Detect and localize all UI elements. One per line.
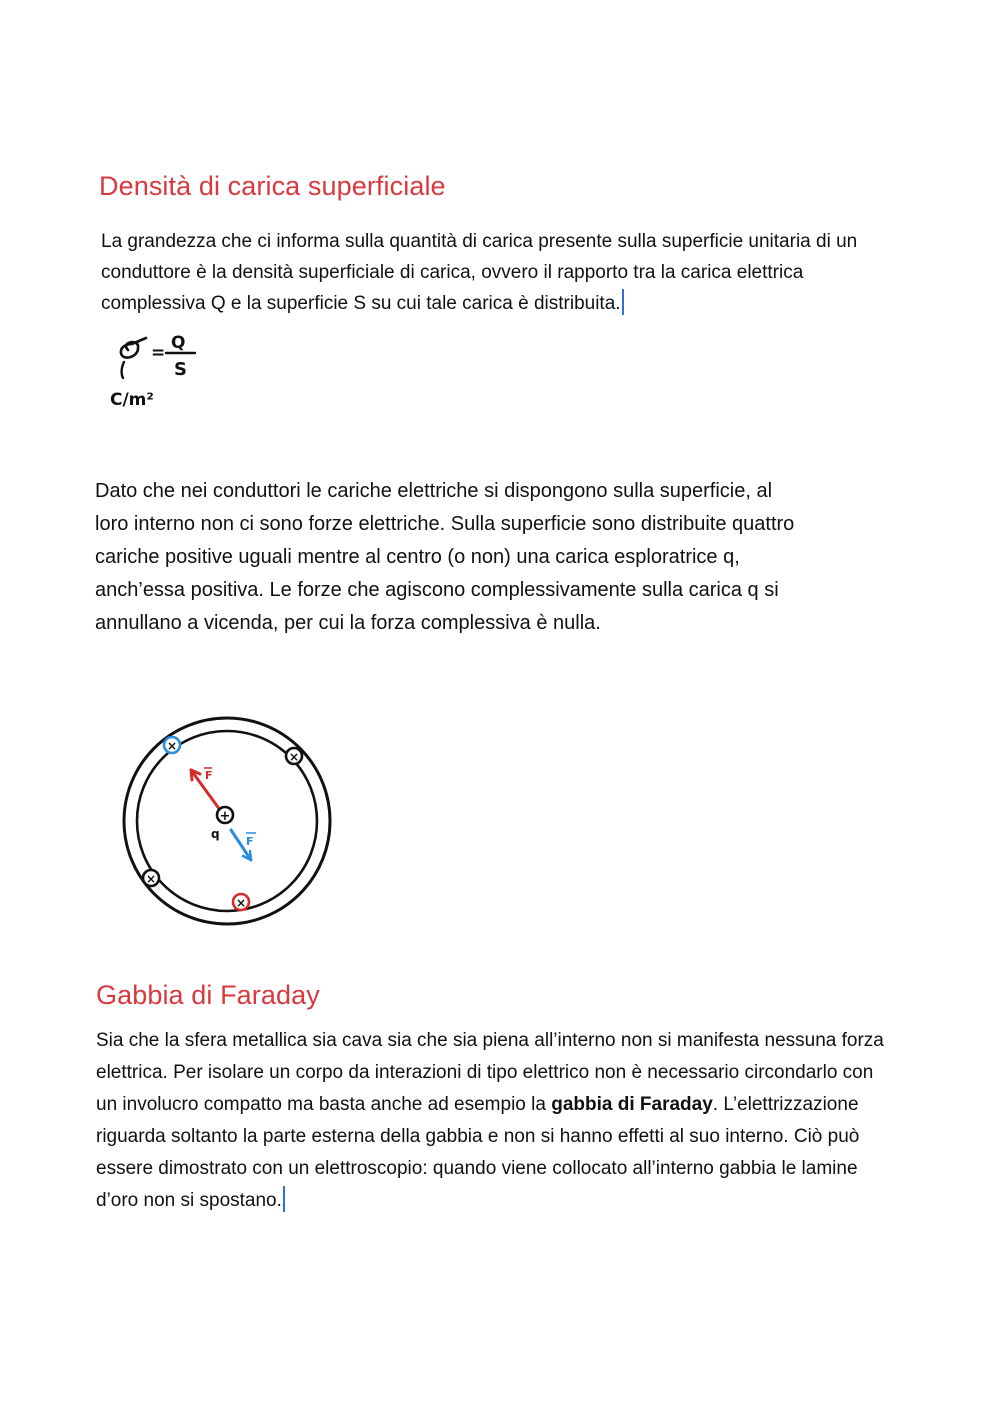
paragraph-line: riguarda soltanto la parte esterna della gabbia e non si hanno effetti al suo interno. Ciò può	[96, 1126, 860, 1147]
force-label-blue: F	[246, 835, 254, 848]
paragraph-conduttori[interactable]	[95, 475, 794, 640]
sigma-tail	[122, 362, 124, 378]
paragraph-line-text: complessiva Q e la superficie S su cui tale carica è distribuita.	[101, 293, 621, 314]
paragraph-line	[96, 1089, 884, 1121]
handwritten-formula	[108, 328, 218, 410]
heading-faraday: Gabbia di Faraday	[96, 980, 320, 1010]
formula-denominator: S	[174, 359, 187, 380]
paragraph-line: loro interno non ci sono forze elettriche. Sulla superficie sono distribuite quattro	[95, 513, 795, 535]
center-charge-label: q	[211, 827, 220, 841]
formula-equals: =	[151, 343, 166, 363]
svg-text:×: ×	[145, 872, 157, 886]
heading-densita: Densità di carica superficiale	[99, 171, 446, 201]
paragraph-line: essere dimostrato con un elettroscopio: quando viene collocato all’interno gabbia le lamine	[96, 1158, 858, 1179]
svg-text:×: ×	[166, 739, 178, 753]
svg-text:×: ×	[288, 750, 300, 764]
surface-charge-red	[233, 894, 249, 910]
sigma-symbol	[121, 338, 146, 358]
paragraph-line: La grandezza che ci informa sulla quantità di carica presente sulla superficie unitaria di un	[101, 231, 858, 252]
line-text: d’oro non si spostano.	[96, 1190, 282, 1211]
paragraph-line: elettrica. Per isolare un corpo da interazioni di tipo elettrico non è necessario circondarlo con	[96, 1062, 874, 1083]
paragraph-line: cariche positive uguali mentre al centro (o non) una carica esploratrice q,	[95, 546, 740, 568]
paragraph-line: Dato che nei conduttori le cariche elettriche si dispongono sulla superficie, al	[95, 480, 773, 502]
text-cursor	[622, 289, 624, 315]
surface-charge-left	[143, 870, 159, 886]
paragraph-line: conduttore è la densità superficiale di carica, ovvero il rapporto tra la carica elettrica	[101, 262, 804, 283]
force-label-red: F	[205, 769, 213, 782]
paragraph-line	[96, 1185, 884, 1217]
line-text: un involucro compatto ma basta anche ad esempio la	[96, 1094, 552, 1115]
paragraph-densita[interactable]	[101, 226, 857, 319]
center-charge	[217, 807, 233, 824]
svg-text:×: ×	[235, 896, 247, 910]
surface-charge-top-right	[286, 748, 302, 764]
paragraph-line	[101, 288, 857, 319]
text-cursor	[283, 1186, 285, 1212]
conductor-diagram	[115, 708, 340, 933]
formula-numerator: Q	[171, 333, 186, 353]
paragraph-line: Sia che la sfera metallica sia cava sia che sia piena all’interno non si manifesta nessuna forza	[96, 1030, 884, 1051]
paragraph-line: anch’essa positiva. Le forze che agiscono complessivamente sulla carica q si	[95, 579, 779, 601]
bold-term-faraday: gabbia di Faraday	[551, 1094, 713, 1115]
formula-unit: C/m²	[110, 390, 154, 410]
paragraph-line: annullano a vicenda, per cui la forza complessiva è nulla.	[95, 612, 601, 634]
surface-charge-blue	[164, 737, 180, 753]
svg-text:+: +	[219, 809, 231, 824]
line-text: . L’elettrizzazione	[712, 1094, 859, 1115]
paragraph-faraday[interactable]	[96, 1025, 884, 1217]
